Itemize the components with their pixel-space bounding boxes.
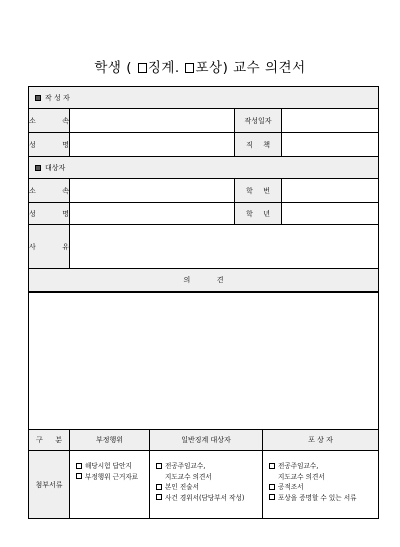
writer-position-field[interactable] [281,133,378,156]
grade-label [234,203,281,224]
writer-row-affiliation [29,109,378,133]
label-char: 학 [246,209,253,218]
student-number-label [234,179,281,202]
discipline-docs-list [149,451,262,518]
list-item-continued [269,472,325,483]
reason-label [29,225,69,268]
checkbox-icon[interactable] [76,473,82,479]
list-item[interactable] [269,482,303,493]
label-char: 명 [62,209,69,218]
list-item[interactable] [156,493,244,504]
writer-position-label [234,133,281,156]
list-item-label: 공적조서 [278,483,304,492]
list-item-label: 해당시험 답안지 [85,462,132,470]
list-item-label: 전공주임교수, [165,462,206,470]
write-date-label [234,109,281,132]
label-char: 학 [246,186,253,195]
square-bullet-icon [35,95,41,101]
opinion-header [29,269,378,293]
opinion-textarea[interactable] [29,293,378,430]
list-item[interactable] [156,482,199,493]
target-row-name [29,203,378,225]
cheating-header-text: 부정행위 [95,436,124,444]
list-item[interactable] [269,493,356,504]
title-option-award: 포상) 교수 의견서 [195,60,306,76]
label-char: 성 [29,209,36,218]
label-char: 직 [246,140,253,149]
writer-name-field[interactable] [69,133,234,156]
writer-header-label: 작 성 자 [45,93,70,102]
discipline-header-text: 일반징계 대상자 [181,436,231,444]
list-item-label: 본인 진술서 [165,483,199,492]
discipline-column-header [149,430,262,450]
label-char: 속 [62,186,69,195]
target-affiliation-label [29,179,69,202]
list-item[interactable] [76,461,132,472]
writer-section-header [29,87,378,109]
checkbox-icon[interactable] [156,484,162,490]
label-char: 번 [263,186,270,195]
attached-docs-label-text: 첨부서류 [35,480,63,489]
label-char: 구 [36,436,43,444]
award-docs-list [262,451,378,518]
writer-row-name [29,133,378,157]
list-item-label: 지도교수 의견서 [278,472,325,481]
list-item-label: 사건 경위서(담당부서 작성) [165,493,245,502]
checkbox-icon[interactable] [269,463,275,469]
target-name-label [29,203,69,224]
square-bullet-icon [35,165,41,171]
award-header-text: 포 상 자 [308,436,333,444]
label-char: 명 [62,140,69,149]
checkbox-icon[interactable] [156,463,162,469]
list-item[interactable] [156,461,205,472]
attachments-row [29,451,378,518]
label-char: 견 [216,276,224,284]
label-char: 유 [62,242,69,251]
target-header-label: 대상자 [45,163,66,172]
label-char: 소 [29,116,36,125]
checkbox-icon[interactable] [269,494,275,500]
cheating-column-header [69,430,149,450]
write-date-field[interactable] [281,109,378,132]
label-char: 속 [62,116,69,125]
attachments-header-row [29,430,378,451]
label-char: 의 [183,276,191,284]
title-prefix: 학생 ( [94,60,133,76]
target-affiliation-field[interactable] [69,179,234,202]
cheating-docs-list [69,451,149,518]
reason-field[interactable] [69,225,378,268]
list-item-label: 전공주임교수, [278,462,319,470]
label-char: 년 [263,209,270,218]
label-char: 성 [29,140,36,149]
list-item-label: 포상을 증명할 수 있는 서류 [278,493,357,502]
writer-affiliation-field[interactable] [69,109,234,132]
writer-name-label [29,133,69,156]
student-number-field[interactable] [281,179,378,202]
award-checkbox[interactable] [185,63,194,73]
title-option-discipline: 징계. [147,60,180,76]
checkbox-icon[interactable] [269,484,275,490]
award-column-header [262,430,378,450]
list-item-continued [156,472,212,483]
label-char: 책 [263,140,270,149]
label-char: 소 [29,186,36,195]
write-date-label-text: 작성일자 [244,116,272,125]
list-item-label: 부정행위 근거자료 [85,472,139,481]
label-char: 분 [55,436,62,444]
target-name-field[interactable] [69,203,234,224]
target-row-affiliation [29,179,378,203]
target-row-reason [29,225,378,269]
checkbox-icon[interactable] [76,463,82,469]
checkbox-icon[interactable] [156,494,162,500]
label-char: 사 [29,242,36,251]
list-item[interactable] [76,472,138,483]
target-section-header [29,157,378,179]
opinion-form [28,86,379,519]
writer-affiliation-label [29,109,69,132]
list-item-label: 지도교수 의견서 [165,472,212,481]
document-title [0,56,400,76]
attached-docs-label [29,451,69,518]
grade-field[interactable] [281,203,378,224]
list-item[interactable] [269,461,318,472]
category-label [29,430,69,450]
discipline-checkbox[interactable] [138,63,147,73]
